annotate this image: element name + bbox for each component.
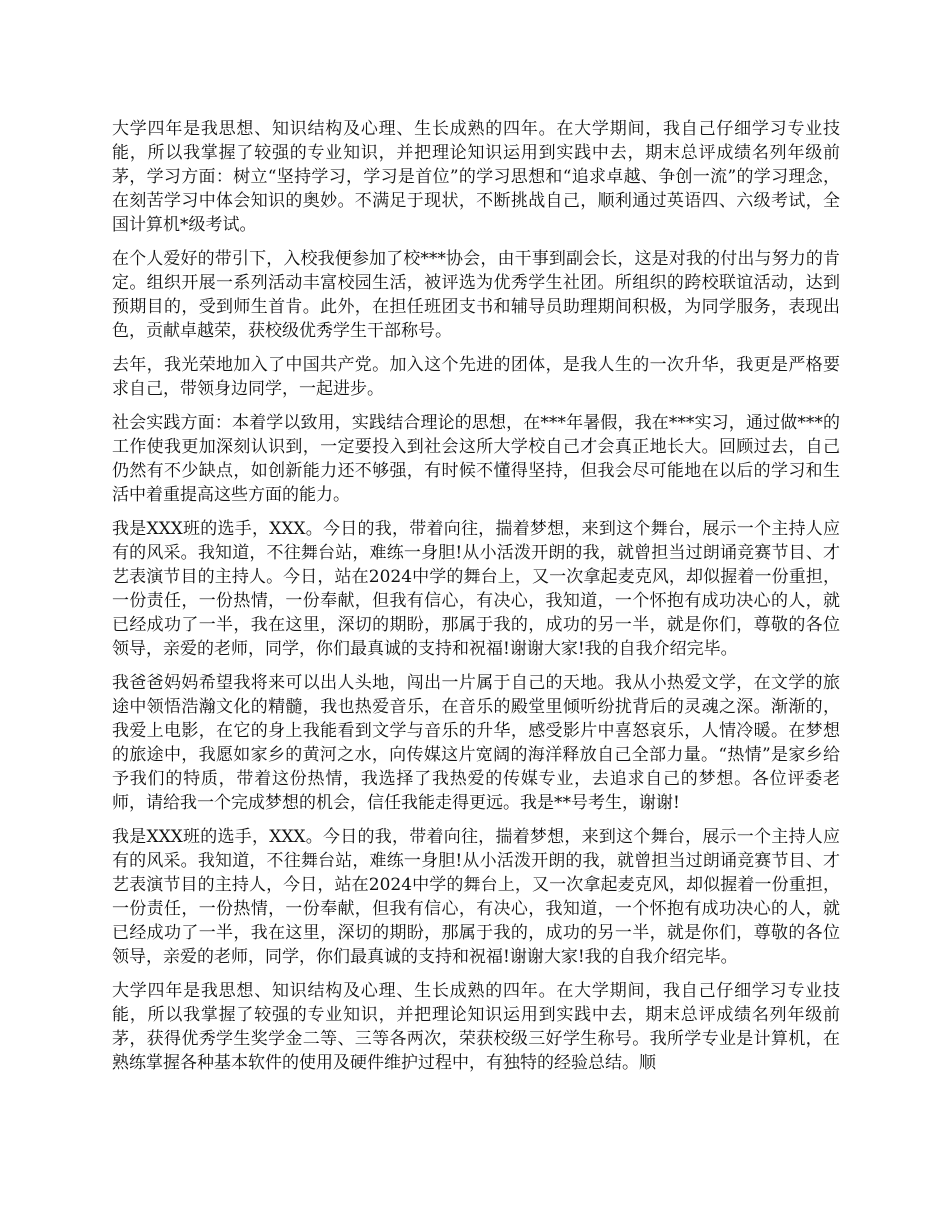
- paragraph-6: 我爸爸妈妈希望我将来可以出人头地，闯出一片属于自己的天地。我从小热爱文学，在文学的旅途中领悟浩瀚文化的精髓，我也热爱音乐，在音乐的殿堂里倾听纷扰背后的灵魂之深。渐渐的，我爱上电影，在它的身上我能看到文学与音乐的升华，感受影片中喜怒哀乐，人情冷暖。在梦想的旅途中，我愿如家乡的黄河之水，向传媒这片宽阔的海洋释放自己全部力量。“热情”是家乡给予我们的特质，带着这份热情，我选择了我热爱的传媒专业，去追求自己的梦想。各位评委老师，请给我一个完成梦想的机会，信任我能走得更远。我是**号考生，谢谢!: [112, 673, 840, 813]
- paragraph-4: 社会实践方面：本着学以致用，实践结合理论的思想，在***年暑假，我在***实习，通过做***的工作使我更加深刻认识到，一定要投入到社会这所大学校自己才会真正地长大。回顾过去，自己仍然有不少缺点，如创新能力还不够强，有时候不懂得坚持，但我会尽可能地在以后的学习和生活中着重提高这些方面的能力。: [112, 413, 840, 505]
- paragraph-8: 大学四年是我思想、知识结构及心理、生长成熟的四年。在大学期间，我自己仔细学习专业技能，所以我掌握了较强的专业知识，并把理论知识运用到实践中去，期末总评成绩名列年级前茅，获得优秀学生奖学金二等、三等各两次，荣获校级三好学生称号。我所学专业是计算机，在熟练掌握各种基本软件的使用及硬件维护过程中，有独特的经验总结。顺: [112, 981, 840, 1073]
- paragraph-2: 在个人爱好的带引下，入校我便参加了校***协会，由干事到副会长，这是对我的付出与努力的肯定。组织开展一系列活动丰富校园生活，被评选为优秀学生社团。所组织的跨校联谊活动，达到预期目的，受到师生首肯。此外，在担任班团支书和辅导员助理期间积极，为同学服务，表现出色，贡献卓越荣，获校级优秀学生干部称号。: [112, 249, 840, 341]
- paragraph-5: 我是XXX班的选手，XXX。今日的我，带着向往，揣着梦想，来到这个舞台，展示一个主持人应有的风采。我知道，不往舞台站，难练一身胆!从小活泼开朗的我，就曾担当过朗诵竞赛节目、才艺表演节目的主持人。今日，站在2024中学的舞台上，又一次拿起麦克风，却似握着一份重担，一份责任，一份热情，一份奉献，但我有信心，有决心，我知道，一个怀抱有成功决心的人，就已经成功了一半，我在这里，深切的期盼，那属于我的，成功的另一半，就是你们，尊敬的各位领导，亲爱的老师，同学，你们最真诚的支持和祝福!谢谢大家!我的自我介绍完毕。: [112, 519, 840, 659]
- paragraph-7: 我是XXX班的选手，XXX。今日的我，带着向往，揣着梦想，来到这个舞台，展示一个主持人应有的风采。我知道，不往舞台站，难练一身胆!从小活泼开朗的我，就曾担当过朗诵竞赛节目、才艺表演节目的主持人，今日，站在2024中学的舞台上，又一次拿起麦克风，却似握着一份重担，一份责任，一份热情，一份奉献，但我有信心，有决心，我知道，一个怀抱有成功决心的人，就已经成功了一半，我在这里，深切的期盼，那属于我的，成功的另一半，就是你们，尊敬的各位领导，亲爱的老师，同学，你们最真诚的支持和祝福!谢谢大家!我的自我介绍完毕。: [112, 827, 840, 967]
- document-body: [112, 117, 840, 1085]
- paragraph-3: 去年，我光荣地加入了中国共产党。加入这个先进的团体，是我人生的一次升华，我更是严格要求自己，带领身边同学，一起进步。: [112, 355, 840, 399]
- paragraph-1: 大学四年是我思想、知识结构及心理、生长成熟的四年。在大学期间，我自己仔细学习专业技能，所以我掌握了较强的专业知识，并把理论知识运用到实践中去，期末总评成绩名列年级前茅，学习方面：树立“坚持学习，学习是首位”的学习思想和“追求卓越、争创一流”的学习理念，在刻苦学习中体会知识的奥妙。不满足于现状，不断挑战自己，顺利通过英语四、六级考试，全国计算机*级考试。: [112, 119, 840, 235]
